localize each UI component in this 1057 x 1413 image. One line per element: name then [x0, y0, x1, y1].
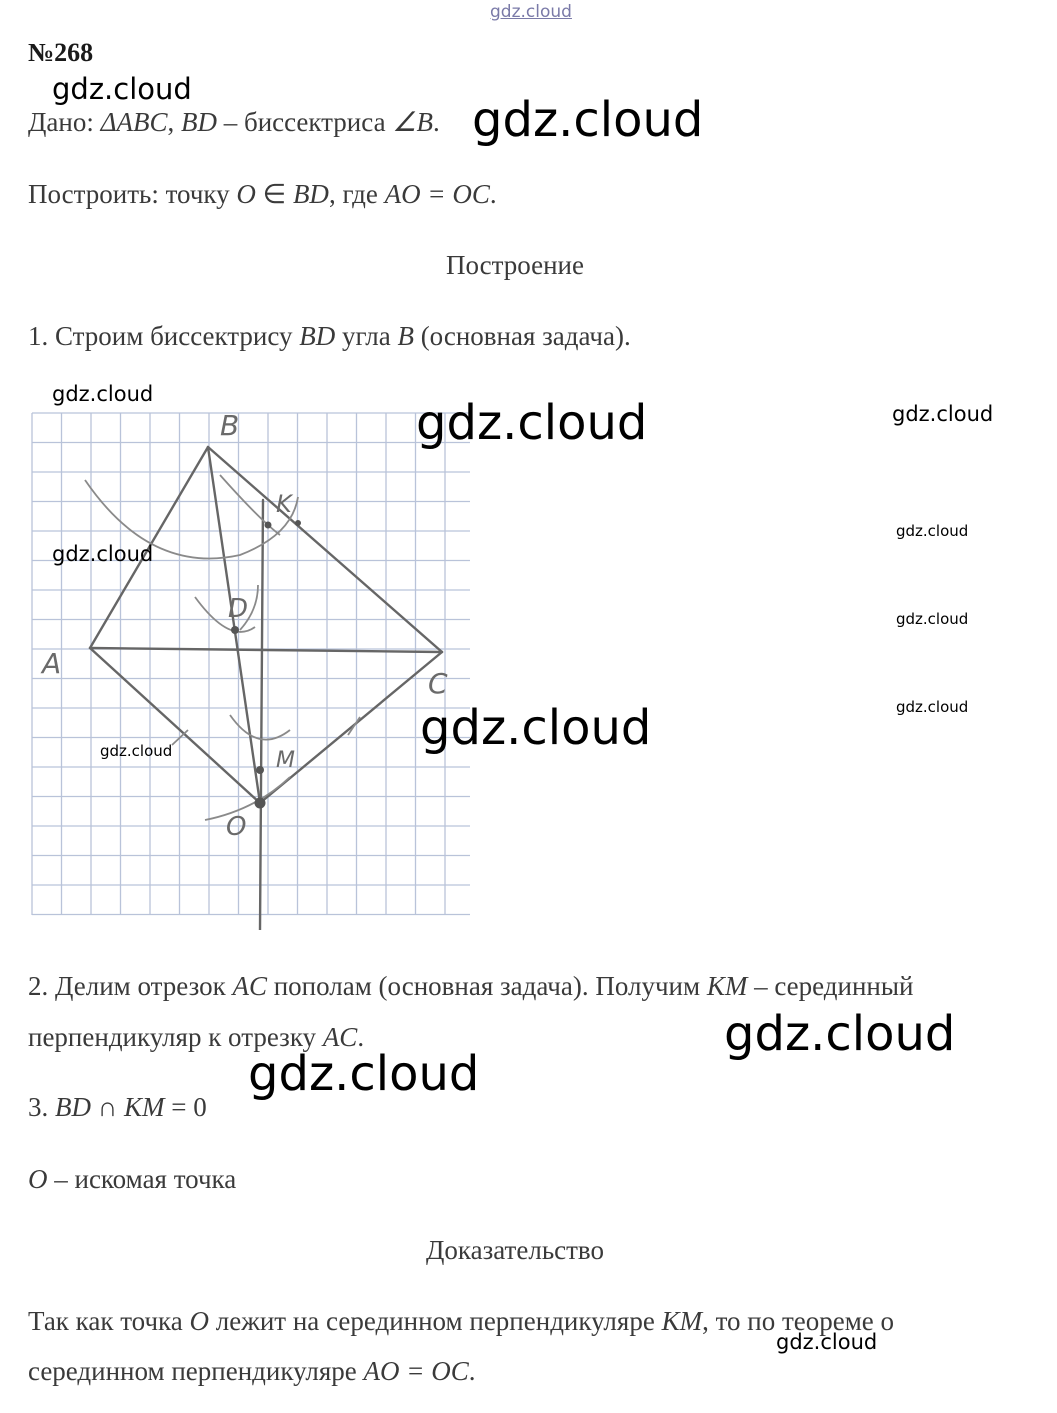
watermark: gdz.cloud	[724, 1006, 956, 1062]
build-end: .	[489, 179, 497, 209]
build-in: ∈	[255, 179, 293, 209]
problem-number: №268	[28, 38, 94, 67]
result-line	[28, 1164, 236, 1195]
step2-km: KM	[706, 971, 748, 1001]
step3-cap: ∩	[91, 1092, 124, 1122]
tick-co	[348, 717, 360, 735]
section-construction-heading: Построение	[446, 250, 584, 280]
segment-ao	[90, 648, 260, 803]
step2-text-b: пополам (основная задача). Получим	[266, 971, 707, 1001]
step3-km: KM	[124, 1092, 165, 1122]
label-b: B	[220, 409, 240, 442]
step1-text3: (основная задача).	[413, 321, 631, 351]
proof-line2	[28, 1356, 475, 1387]
build-where: , где	[328, 179, 385, 209]
build-eq: AO = OC	[384, 179, 490, 209]
label-o: O	[226, 812, 247, 842]
watermark: gdz.cloud	[896, 698, 969, 716]
proof-line1	[28, 1306, 894, 1337]
section-proof-heading: Доказательство	[426, 1235, 604, 1265]
point-k	[265, 522, 272, 529]
proof-eq: AO = OC	[363, 1356, 469, 1386]
proof-o: O	[189, 1306, 209, 1336]
build-prefix: Построить: точку	[28, 179, 237, 209]
point-d	[231, 626, 239, 634]
arc-4	[205, 777, 290, 820]
proof-km: KM	[661, 1306, 703, 1336]
given-dash: – биссектриса	[216, 107, 393, 137]
given-sep: ,	[167, 107, 181, 137]
watermark: gdz.cloud	[896, 610, 969, 628]
proof-text-c: , то по теореме о	[702, 1306, 895, 1336]
step2-text-d: перпендикуляр к отрезку	[28, 1022, 323, 1052]
given-bd: BD	[180, 107, 217, 137]
given-triangle: ΔABC	[100, 107, 168, 137]
step2-text-e: .	[357, 1022, 365, 1052]
bisector-bd	[208, 447, 260, 803]
step1-line	[28, 321, 631, 352]
watermark: gdz.cloud	[896, 522, 969, 540]
build-o: O	[236, 179, 256, 209]
result-o: O	[28, 1164, 48, 1194]
result-text: – искомая точка	[47, 1164, 237, 1194]
watermark: gdz.cloud	[248, 1046, 480, 1102]
step3-eq: = 0	[164, 1092, 207, 1122]
build-line	[28, 179, 497, 210]
watermark: gdz.cloud	[420, 700, 652, 756]
label-a: A	[42, 647, 62, 680]
watermark: gdz.cloud	[52, 542, 154, 566]
step1-text1: 1. Строим биссектрису	[28, 321, 300, 351]
point-m	[256, 766, 264, 774]
watermark: gdz.cloud	[416, 395, 648, 451]
proof-text-e: .	[468, 1356, 476, 1386]
step3-prefix: 3.	[28, 1092, 55, 1122]
watermark: gdz.cloud	[52, 72, 192, 106]
step2-text-c: – серединный	[747, 971, 914, 1001]
point-k2	[295, 520, 301, 526]
given-end: .	[433, 107, 440, 137]
triangle-lines	[90, 447, 442, 930]
step2-ac2: AC	[322, 1022, 358, 1052]
given-prefix: Дано:	[28, 107, 101, 137]
watermark: gdz.cloud	[52, 382, 154, 406]
construction-figure	[30, 405, 475, 930]
point-o	[255, 798, 266, 809]
watermark: gdz.cloud	[892, 402, 994, 426]
step3-line	[28, 1092, 207, 1123]
site-link[interactable]: gdz.cloud	[490, 2, 572, 22]
proof-text-a: Так как точка	[28, 1306, 190, 1336]
step1-text2: угла	[335, 321, 398, 351]
label-d: D	[228, 594, 249, 624]
given-line	[28, 107, 440, 138]
step2-text-a: 2. Делим отрезок	[28, 971, 233, 1001]
step2-ac: AC	[232, 971, 267, 1001]
watermark: gdz.cloud	[100, 742, 173, 760]
given-angle: ∠B	[392, 107, 434, 137]
step1-bd: BD	[299, 321, 336, 351]
perpendicular-km	[260, 500, 263, 930]
watermark: gdz.cloud	[472, 92, 704, 148]
label-c: C	[428, 667, 448, 700]
proof-text-d: серединном перпендикуляре	[28, 1356, 364, 1386]
step3-bd: BD	[55, 1092, 91, 1122]
proof-text-b: лежит на серединном перпендикуляре	[209, 1306, 662, 1336]
watermark: gdz.cloud	[776, 1330, 878, 1354]
grid-paper	[32, 413, 470, 915]
label-k: K	[276, 490, 292, 518]
label-m: M	[276, 748, 295, 773]
build-bd: BD	[292, 179, 329, 209]
step1-b: B	[397, 321, 414, 351]
step2-line1	[28, 971, 913, 1002]
